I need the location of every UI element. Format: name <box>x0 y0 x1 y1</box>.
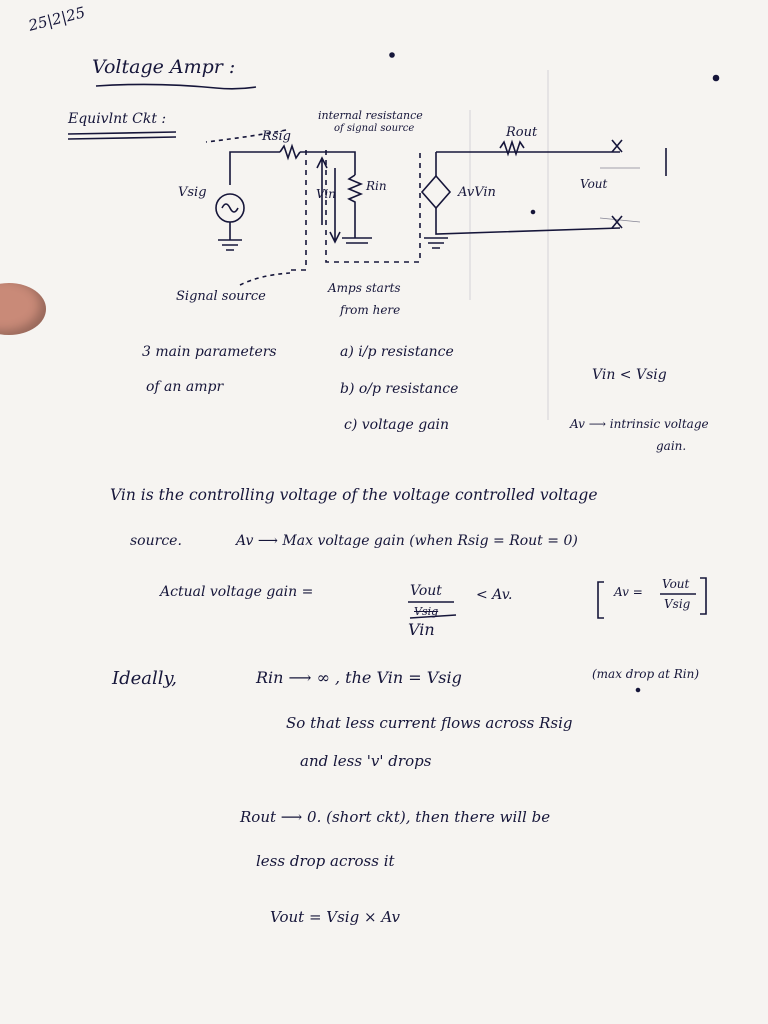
body-line-2b: Av ⟶ Max voltage gain (when Rsig = Rout = 0) <box>236 533 578 549</box>
ideal-line-3: and less 'v' drops <box>300 752 432 770</box>
final-equation: Vout = Vsig × Av <box>270 908 401 926</box>
equiv-ckt-label: Equivlnt Ckt : <box>68 111 167 127</box>
params-intro-2: of an ampr <box>146 379 224 395</box>
equiv-underline <box>68 132 176 139</box>
bracket-numerator: Vout <box>662 577 690 591</box>
ideal-line-2: So that less current flows across Rsig <box>286 714 573 732</box>
param-output-resistance: b) o/p resistance <box>340 381 459 397</box>
rsig-resistor <box>280 146 300 158</box>
rout-label: Rout <box>506 125 538 140</box>
actual-gain-label: Actual voltage gain = <box>160 584 314 600</box>
params-intro: 3 main parameters <box>142 344 277 360</box>
bracket-av: Av = <box>614 585 643 599</box>
av-note: Av ⟶ intrinsic voltage <box>570 417 709 431</box>
amps-starts-label: Amps starts <box>328 281 401 295</box>
date: 25|2|25 <box>26 3 88 35</box>
body-line-2a: source. <box>130 533 182 549</box>
bracket-denominator: Vsig <box>664 597 691 611</box>
avvin-label: AvVin <box>458 185 496 200</box>
internal-res-label: internal resistance <box>318 109 423 122</box>
internal-res-label-2: of signal source <box>334 123 415 134</box>
amps-starts-label-2: from here <box>340 303 401 317</box>
vcvs-diamond <box>422 176 450 208</box>
vout-label: Vout <box>580 177 608 191</box>
vin-less-than-vsig: Vin < Vsig <box>592 367 667 383</box>
fraction-denominator: Vin <box>408 620 435 639</box>
ideal-note: (max drop at Rin) <box>592 667 700 681</box>
rin-resistor <box>349 175 361 238</box>
body-line-1: Vin is the controlling voltage of the voltage controlled voltage <box>110 486 598 504</box>
title-underline <box>96 84 256 88</box>
param-input-resistance: a) i/p resistance <box>340 344 454 360</box>
less-than-av: < Av. <box>476 587 513 603</box>
signal-source-label: Signal source <box>176 289 266 304</box>
vsig-label: Vsig <box>178 185 207 200</box>
ideal-equation: Rin ⟶ ∞ , the Vin = Vsig <box>256 668 462 687</box>
vin-label: Vin <box>316 187 337 201</box>
rout-line-1: Rout ⟶ 0. (short ckt), then there will be <box>240 808 551 826</box>
param-voltage-gain: c) voltage gain <box>344 417 450 433</box>
rout-line-2: less drop across it <box>256 852 395 870</box>
rin-label: Rin <box>366 179 387 193</box>
page-title: Voltage Ampr : <box>92 56 236 78</box>
av-note-2: gain. <box>656 439 687 453</box>
fraction-numerator: Vout <box>410 583 442 599</box>
ideally-label: Ideally, <box>112 668 178 689</box>
rsig-label: Rsig <box>262 129 291 144</box>
fraction-struck: Vsig <box>414 605 439 618</box>
